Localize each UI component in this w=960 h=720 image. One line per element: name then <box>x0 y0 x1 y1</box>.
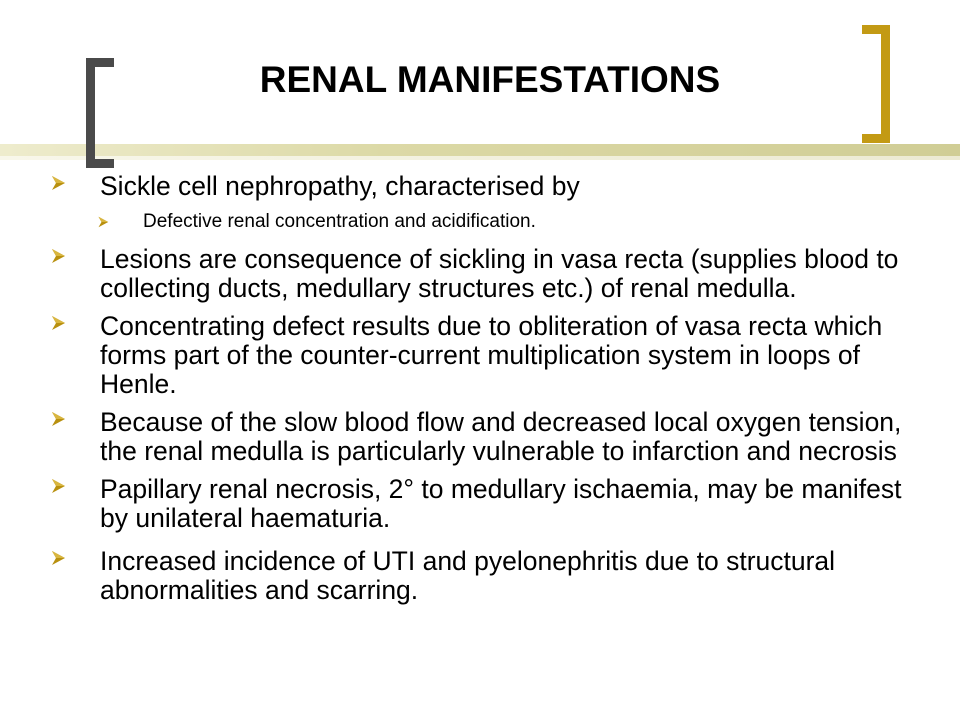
bullet-item <box>50 475 910 533</box>
bullet-list <box>50 172 910 614</box>
bullet-item <box>50 172 910 201</box>
arrowhead-bullet-icon <box>97 216 109 228</box>
sub-bullet-text: Defective renal concentration and acidification. <box>143 211 536 232</box>
bullet-text: Lesions are consequence of sickling in vasa recta (supplies blood to collecting ducts, medullary structures etc.) of renal medulla. <box>100 244 899 303</box>
arrowhead-bullet-icon <box>50 315 66 331</box>
bullet-text: Papillary renal necrosis, 2° to medullary ischaemia, may be manifest by unilateral haematuria. <box>100 474 902 533</box>
title-underline-bar <box>0 144 960 156</box>
bullet-item <box>50 408 910 466</box>
right-bracket-decoration <box>862 25 890 143</box>
slide-title: RENAL MANIFESTATIONS <box>259 59 721 100</box>
bullet-item <box>50 245 910 303</box>
title-underline-shadow <box>0 156 960 160</box>
bullet-text: Increased incidence of UTI and pyelonephritis due to structural abnormalities and scarring. <box>100 546 836 605</box>
bullet-item <box>50 547 910 605</box>
sub-bullet-item <box>50 210 910 234</box>
bullet-item <box>50 312 910 399</box>
arrowhead-bullet-icon <box>50 550 66 566</box>
bullet-text: Concentrating defect results due to obliteration of vasa recta which forms part of the counter-current multiplication system in loops of Henle. <box>100 311 883 399</box>
bullet-text: Sickle cell nephropathy, characterised by <box>100 171 580 201</box>
arrowhead-bullet-icon <box>50 411 66 427</box>
arrowhead-bullet-icon <box>50 175 66 191</box>
arrowhead-bullet-icon <box>50 248 66 264</box>
bullet-text: Because of the slow blood flow and decreased local oxygen tension, the renal medulla is particularly vulnerable to infarction and necrosis <box>100 407 902 466</box>
left-bracket-decoration <box>86 58 114 168</box>
arrowhead-bullet-icon <box>50 478 66 494</box>
